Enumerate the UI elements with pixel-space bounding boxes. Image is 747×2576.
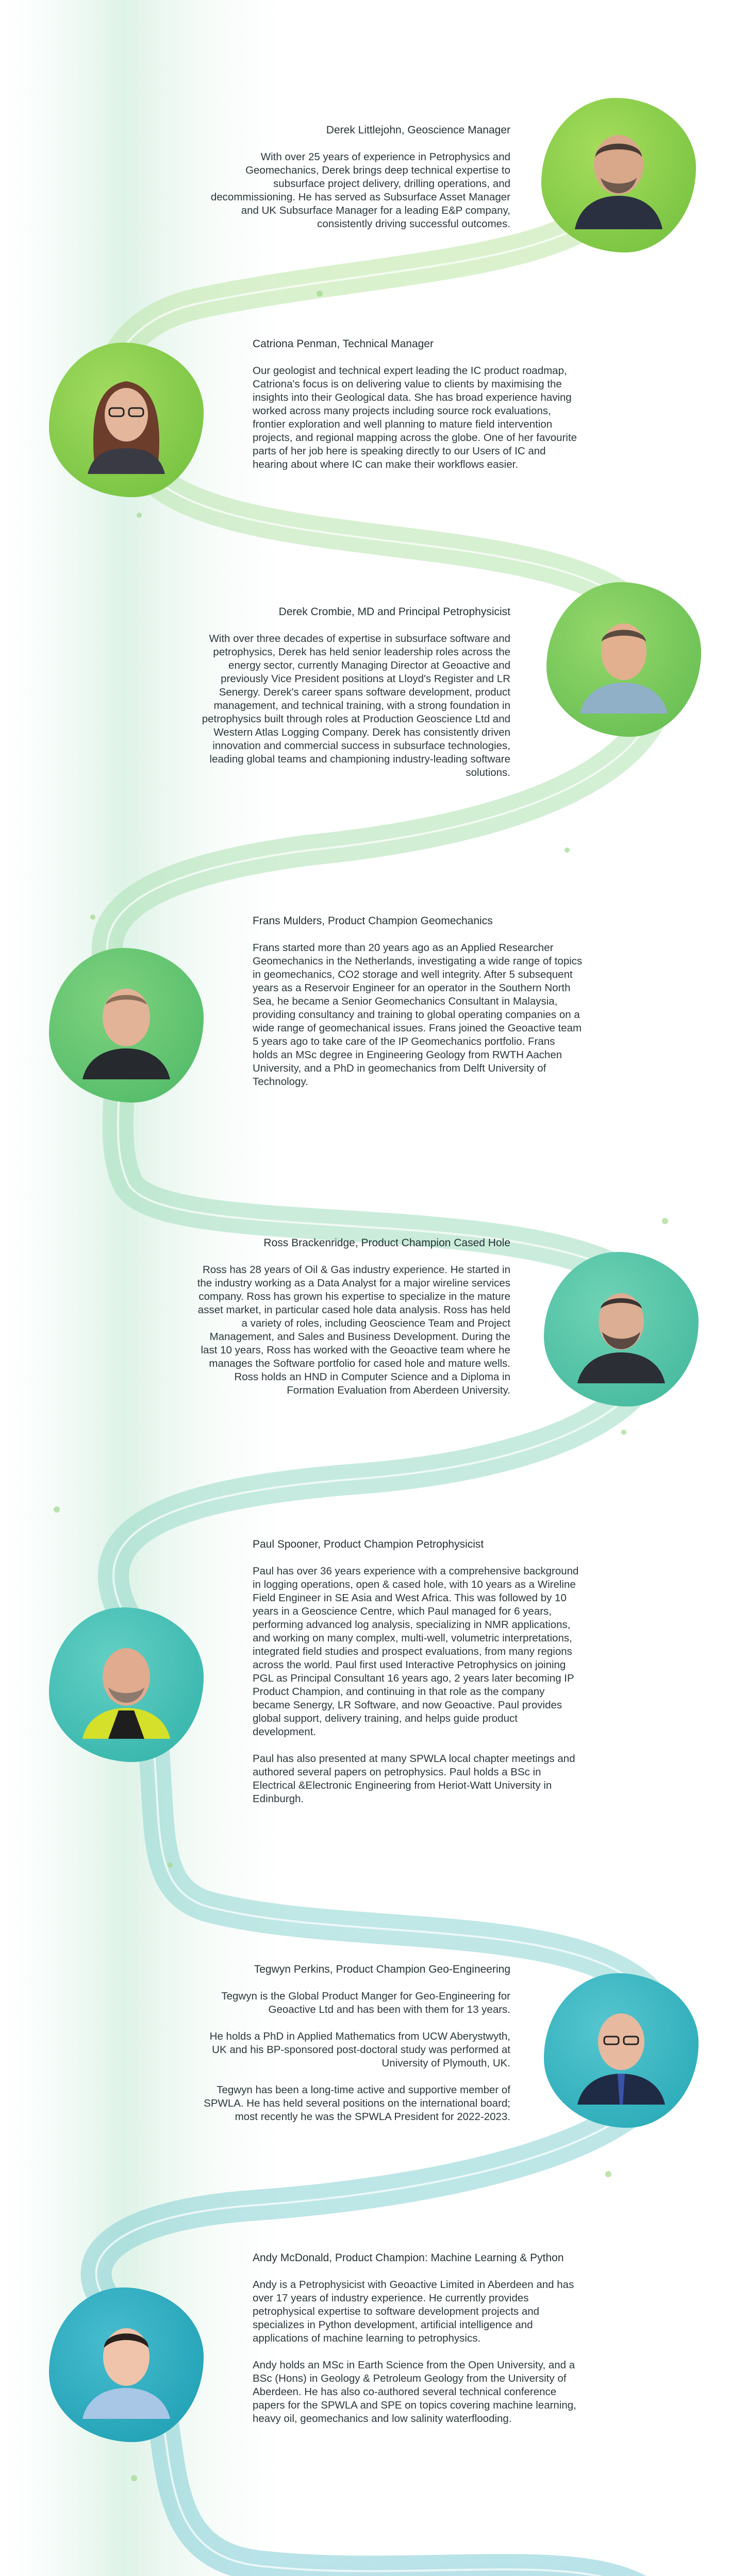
bio-block: [253, 1538, 583, 1806]
person-avatar-icon: [570, 121, 668, 229]
portrait: [546, 582, 701, 737]
person-avatar-icon: [572, 1275, 670, 1383]
bio-paragraph: Frans started more than 20 years ago as an Applied Researcher Geomechanics in the Netherlands, investigating a wide range of topics in geomechanics, CO2 storage and well integrity. After 5 subsequent years as a Reservoir Engineer for an operator in the Southern North Sea, he became a Senior Geomechanics Consultant in Malaysia, providing consultancy and training to global operating companies on a wide range of geomechanical issues. Frans joined the Geoactive team 5 years ago to take care of the IP Geomechanics portfolio. Frans holds an MSc degree in Engineering Geology from RWTH Aachen University, and a PhD in geomechanics from Delft University of Technology.: [253, 942, 583, 1088]
member-name: Ross Brackenridge, Product Champion Cased Hole: [263, 1237, 510, 1249]
portrait: [49, 2287, 204, 2442]
portrait: [541, 98, 696, 252]
bio-block: [196, 124, 510, 231]
portrait: [544, 1252, 699, 1406]
bio-block: [253, 914, 583, 1089]
bio-paragraph: With over 25 years of experience in Petrophysics and Geomechanics, Derek brings deep technical expertise to subsurface project delivery, drilling operations, and decommissioning. He has served as Subsurface Asset Manager and UK Subsurface Manager for a leading E&P company, consistently driving successful outcomes.: [210, 151, 510, 230]
bio-paragraph: He holds a PhD in Applied Mathematics from UCW Aberystwyth, UK and his BP-sponsored post-doctoral study was performed at University of Plymouth, UK.: [209, 2030, 510, 2069]
bio-block: [253, 2251, 583, 2426]
bio-paragraph: Ross has 28 years of Oil & Gas industry experience. He started in the industry working as a Data Analyst for a major wireline services company. Ross has grown his expertise to specialize in the mature asset market, in particular cased hole data analysis. Ross has held a variety of roles, including Geoscience Team and Project Management, and Sales and Business Development. During the last 10 years, Ross has worked with the Geoactive team where he manages the Software portfolio for cased hole and mature wells. Ross holds an HND in Computer Science and a Diploma in Formation Evaluation from Aberdeen University.: [197, 1264, 510, 1396]
person-avatar-icon: [77, 2311, 175, 2419]
person-avatar-icon: [77, 1631, 175, 1739]
bio-block: [196, 1236, 510, 1397]
portrait: [544, 1973, 699, 2128]
person-avatar-icon: [575, 605, 673, 714]
portrait: [49, 1607, 204, 1762]
portrait: [49, 343, 204, 497]
member-name: Tegwyn Perkins, Product Champion Geo-Engineering: [254, 1963, 510, 1975]
bio-paragraph: Tegwyn is the Global Product Manger for Geo-Engineering for Geoactive Ltd and has been with them for 13 years.: [221, 1990, 510, 2015]
member-name: Derek Crombie, MD and Principal Petrophysicist: [278, 606, 510, 618]
member-name: Frans Mulders, Product Champion Geomechanics: [253, 915, 493, 927]
person-avatar-icon: [572, 1996, 670, 2105]
bio-paragraph: Our geologist and technical expert leading the IC product roadmap, Catriona's focus is on delivering value to clients by maximising the insights into their Geological data. She has broad experience having worked across many projects including source rock evaluations, frontier exploration and well planning to mature field intervention projects, and regional mapping across the globe. One of her favourite parts of her job here is speaking directly to our Users of IC and hearing about where IC can make their workflows easier.: [253, 365, 577, 470]
bio-paragraph: Tegwyn has been a long-time active and supportive member of SPWLA. He has held several positions on the international board; most recently he was the SPWLA President for 2022-2023.: [204, 2084, 510, 2123]
bio-paragraph: Paul has over 36 years experience with a comprehensive background in logging operations, open & cased hole, with 10 years as a Wireline Field Engineer in SE Asia and West Africa. This was followed by 10 years in a Geoscience Centre, which Paul managed for 6 years, performing advanced log analysis, specializing in NMR applications, and working on many complex, multi-well, volumetric interpretations, integrated field studies and prospect evaluations, from many regions across the world. Paul first used Interactive Petrophysics on joining PGL as Principal Consultant 16 years ago, 2 years later becoming IP Product Champion, and continuing in that role as the company became Senergy, LR Software, and now Geoactive. Paul provides global support, delivery training, and helps guide product development.: [253, 1565, 579, 1738]
bio-block: [196, 1963, 510, 2124]
member-name: Paul Spooner, Product Champion Petrophysicist: [253, 1538, 484, 1550]
bio-paragraph: Andy holds an MSc in Earth Science from the Open University, and a BSc (Hons) in Geology & Petroleum Geology from the University of Aberdeen. He has also co-authored several technical conference papers for the SPWLA and SPE on topics covering machine learning, heavy oil, geomechanics and low salinity waterflooding.: [253, 2359, 576, 2425]
member-name: Andy McDonald, Product Champion: Machine Learning & Python: [253, 2252, 564, 2264]
person-avatar-icon: [77, 366, 175, 474]
member-name: Catriona Penman, Technical Manager: [253, 338, 434, 350]
portrait: [49, 948, 204, 1103]
bio-paragraph: Andy is a Petrophysicist with Geoactive Limited in Aberdeen and has over 17 years of industry experience. He currently provides petrophysical expertise to software development projects and specializes in Python development, artificial intelligence and applications of machine learning to petrophysics.: [253, 2279, 574, 2344]
bio-block: [253, 337, 583, 471]
bio-paragraph: Paul has also presented at many SPWLA local chapter meetings and authored several papers on petrophysics. Paul holds a BSc in Electrical &Electronic Engineering from Heriot-Watt University in Edinburgh.: [253, 1753, 575, 1805]
bio-block: [196, 605, 510, 779]
person-avatar-icon: [77, 971, 175, 1079]
bio-paragraph: With over three decades of expertise in subsurface software and petrophysics, Derek has held senior leadership roles across the energy sector, currently Managing Director at Geoactive and previously Vice President positions at Lloyd's Register and LR Senergy. Derek's career spans software development, product management, and technical training, with a strong foundation in petrophysics built through roles at Production Geoscience Ltd and Western Atlas Logging Company. Derek has consistently driven innovation and commercial success in subsurface technologies, leading global teams and championing industry-leading software solutions.: [202, 633, 510, 778]
member-name: Derek Littlejohn, Geoscience Manager: [326, 124, 510, 136]
